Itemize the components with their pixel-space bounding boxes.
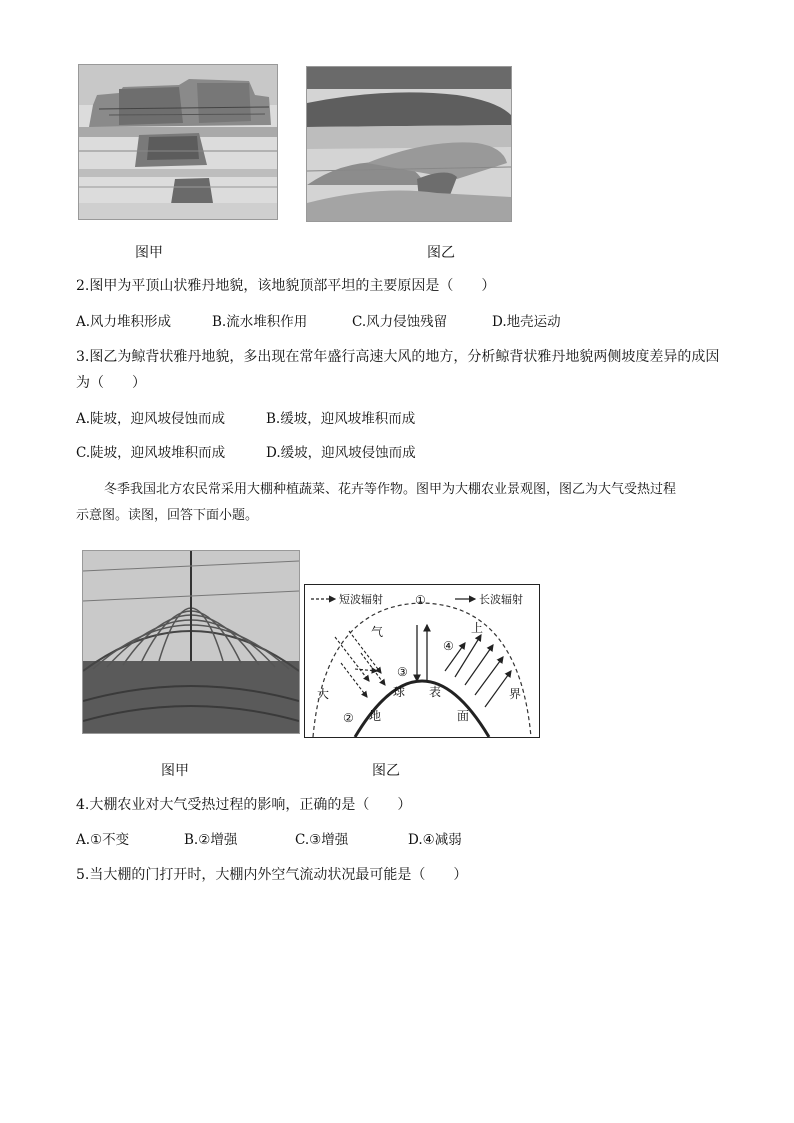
q3-option-a: A.陡坡，迎风坡侵蚀而成 xyxy=(76,411,226,427)
q2-option-c: C.风力侵蚀残留 xyxy=(352,314,448,330)
greenhouse-photo xyxy=(82,550,300,734)
diagram-label-2: ② xyxy=(343,711,354,725)
surface-char-4: 面 xyxy=(457,709,470,723)
diagram-label-4: ④ xyxy=(443,639,454,653)
diagram-label-3: ③ xyxy=(397,665,408,679)
surface-char-3: 表 xyxy=(429,685,442,699)
diagram-label-1: ① xyxy=(415,593,426,607)
q3-option-c: C.陡坡，迎风坡堆积而成 xyxy=(76,445,226,461)
q3-option-d: D.缓坡，迎风坡侵蚀而成 xyxy=(266,445,416,461)
atmos-char-1: 大 xyxy=(317,687,330,701)
q4-option-c: C.③增强 xyxy=(295,832,349,848)
intro-line2: 示意图。读图，回答下面小题。 xyxy=(76,508,259,523)
q2-option-b: B.流水堆积作用 xyxy=(212,314,308,330)
fig2-caption-a: 图甲 xyxy=(161,763,189,779)
q4-option-d: D.④减弱 xyxy=(408,832,462,848)
q2-option-d: D.地壳运动 xyxy=(492,314,561,330)
fig2-caption-b: 图乙 xyxy=(372,763,400,779)
atmos-char-4: 界 xyxy=(509,687,522,701)
q3-stem-line1: 3.图乙为鲸背状雅丹地貌，多出现在常年盛行高速大风的地方，分析鲸背状雅丹地貌两侧坡度差异的成因 xyxy=(76,349,720,365)
legend-short-wave: 短波辐射 xyxy=(339,593,383,606)
whaleback-yardang-photo xyxy=(306,66,512,222)
surface-char-1: 地 xyxy=(369,709,382,723)
fig1-caption-a: 图甲 xyxy=(135,245,163,261)
q4-stem: 4.大棚农业对大气受热过程的影响，正确的是（ ） xyxy=(76,797,412,813)
fig1-caption-b: 图乙 xyxy=(427,245,455,261)
q4-option-b: B.②增强 xyxy=(184,832,238,848)
atmos-char-3: 上 xyxy=(471,621,484,635)
q3-stem-line2: 为（ ） xyxy=(76,375,146,391)
q5-stem: 5.当大棚的门打开时，大棚内外空气流动状况最可能是（ ） xyxy=(76,867,468,883)
yardang-mesa-photo xyxy=(78,64,278,220)
q4-option-a: A.①不变 xyxy=(76,832,130,848)
q2-stem: 2.图甲为平顶山状雅丹地貌，该地貌顶部平坦的主要原因是（ ） xyxy=(76,278,496,294)
q3-option-b: B.缓坡，迎风坡堆积而成 xyxy=(266,411,416,427)
legend-long-wave: 长波辐射 xyxy=(479,593,523,606)
atmosphere-heating-diagram xyxy=(304,584,540,738)
atmos-char-2: 气 xyxy=(371,625,384,639)
surface-char-2: 球 xyxy=(393,685,406,699)
q2-option-a: A.风力堆积形成 xyxy=(76,314,172,330)
intro-line1: 冬季我国北方农民常采用大棚种植蔬菜、花卉等作物。图甲为大棚农业景观图，图乙为大气受热过程 xyxy=(104,482,677,497)
